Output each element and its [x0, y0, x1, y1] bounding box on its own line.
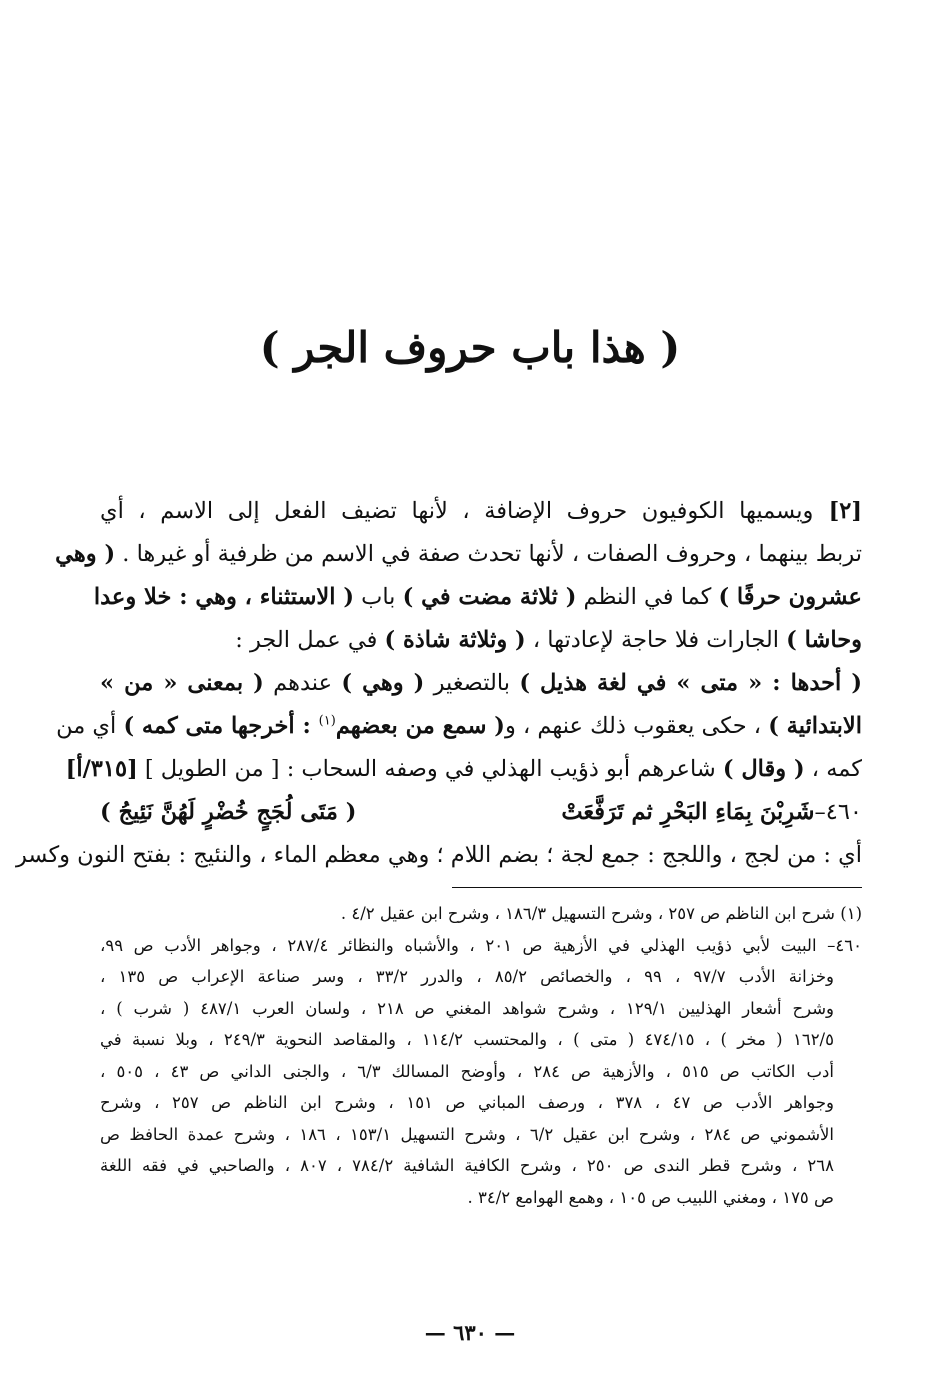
text-segment: ( أحدها : « متى » في لغة هذيل ) [519, 670, 862, 696]
footnote-line: ١٦٢/٥ ( مخر ) ، ٤٧٤/١٥ ( متى ) ، والمحتسب ١١٤/٢ ، والمقاصد النحوية ٢٤٩/٣ ، وبلا نسبة في [100, 1030, 834, 1049]
verse-first-hemistich: شَرِبْنَ بِمَاءِ البَحْرِ ثم تَرَفَّعَتْ [561, 799, 815, 825]
footnote-separator [452, 887, 862, 888]
text-segment: ( بمعنى « من » [100, 670, 264, 696]
footnote-line: وجواهر الأدب ص ٤٧ ، ٣٧٨ ، ورصف المباني ص ١٥١ ، وشرح ابن الناظم ص ٢٥٧ ، وشرح [100, 1093, 834, 1112]
text-segment: أي من [56, 713, 124, 739]
text-segment: : أخرجها متى كمه ) [123, 713, 319, 739]
text-segment: ، حكى يعقوب ذلك عنهم ، و [504, 713, 769, 739]
text-segment: بالتصغير [424, 670, 520, 696]
text-segment: ( ثلاثة مضت في ) [402, 584, 577, 610]
text-segment: الابتدائية ) [768, 713, 862, 739]
verse-first-half-group [521, 791, 862, 834]
footnote-line: ص ١٧٥ ، ومغني اللبيب ص ١٠٥ ، وهمع الهوامع ٣٤/٢ . [467, 1187, 834, 1207]
body-line [100, 619, 862, 662]
text-segment: عشرون حرفًا ) [718, 584, 862, 610]
text-segment: وحاشا ) [786, 627, 862, 653]
verse-second-hemistich: ( مَتَى لُجَجٍ خُضْرٍ لَهُنَّ نَئِيجُ ) [100, 799, 357, 825]
body-line [65, 748, 862, 791]
text-segment: عندهم [263, 670, 342, 696]
footnote-line: ٢٦٨ ، وشرح قطر الندى ص ٢٥٠ ، وشرح الكافية الشافية ٧٨٤/٢ ، ٨٠٧ ، والصاحبي في فقه اللغة [100, 1156, 835, 1175]
footnotes [100, 898, 862, 1213]
body-line [56, 705, 862, 748]
text-segment: ( وهي ) [341, 670, 425, 696]
text-segment: ( وقال ) [722, 756, 805, 782]
verse-line [100, 791, 862, 834]
footnote-line: وشرح أشعار الهذليين ١٢٩/١ ، وشرح شواهد المغني ص ٢١٨ ، ولسان العرب ٤٨٧/١ ( شرب ) ، [100, 998, 834, 1018]
text-segment: في عمل الجر : [235, 627, 385, 653]
text-segment: شاعرهم أبو ذؤيب الهذلي في وصفه السحاب : [ من الطويل ] [137, 756, 723, 782]
text-segment: [٢] [813, 498, 862, 524]
text-segment: ويسميها الكوفيون حروف الإضافة ، لأنها تضيف الفعل إلى الاسم ، أي [100, 498, 814, 524]
verse-number: ٤٦٠– [814, 799, 862, 825]
text-segment: ( وهي [55, 541, 116, 567]
footnote-line: ٤٦٠– البيت لأبي ذؤيب الهذلي في الأزهية ص ٢٠١ ، والأشباه والنظائر ٢٨٧/٤ ، وجواهر الأدب ص ٩٩، [100, 935, 862, 955]
after-verse-line: أي : من لجج ، واللجج : جمع لجة ؛ بضم اللام ؛ وهي معظم الماء ، والنئيج : بفتح النون وكسر [15, 842, 862, 868]
body-line [100, 490, 862, 533]
text-segment: (١) [318, 713, 336, 729]
footnote-line: أدب الكاتب ص ٥١٥ ، والأزهية ص ٢٨٤ ، وأوضح المسالك ٦/٣ ، والجنى الداني ص ٤٣ ، ٥٠٥ ، [100, 1061, 834, 1081]
text-segment: تربط بينهما ، وحروف الصفات ، لأنها تحدث صفة في الاسم من ظرفية أو غيرها . [115, 541, 862, 567]
footnote-line: وخزانة الأدب ٩٧/٧ ، ٩٩ ، والخصائص ٨٥/٢ ، والدرر ٣٣/٢ ، وسر صناعة الإعراب ص ١٣٥ ، [100, 967, 834, 986]
text-segment: الجارات فلا حاجة لإعادتها ، [525, 627, 787, 653]
footnote-line: (١) شرح ابن الناظم ص ٢٥٧ ، وشرح التسهيل ١٨٦/٣ ، وشرح ابن عقيل ٤/٢ . [340, 904, 862, 923]
body-line [93, 576, 862, 619]
text-segment: باب [353, 584, 403, 610]
main-text [15, 490, 862, 877]
chapter-title: ( هذا باب حروف الجر ) [259, 323, 681, 372]
text-segment: ( وثلاثة شاذة ) [384, 627, 526, 653]
body-line [55, 533, 862, 576]
text-segment: كما في النظم [576, 584, 719, 610]
page-number: — ٦٣٠ — [424, 1320, 516, 1345]
footnote-line: الأشموني ص ٢٨٤ ، وشرح ابن عقيل ٦/٢ ، وشرح التسهيل ١٥٣/١ ، ١٨٦ ، وشرح عمدة الحافظ ص [100, 1124, 835, 1144]
text-segment: ( سمع من بعضهم [335, 713, 505, 739]
text-segment: كمه ، [804, 756, 862, 782]
text-segment: ( الاستثناء ، وهي : خلا وعدا [93, 584, 354, 610]
text-segment: [٣١٥/أ] [65, 756, 138, 782]
body-line [100, 662, 862, 705]
